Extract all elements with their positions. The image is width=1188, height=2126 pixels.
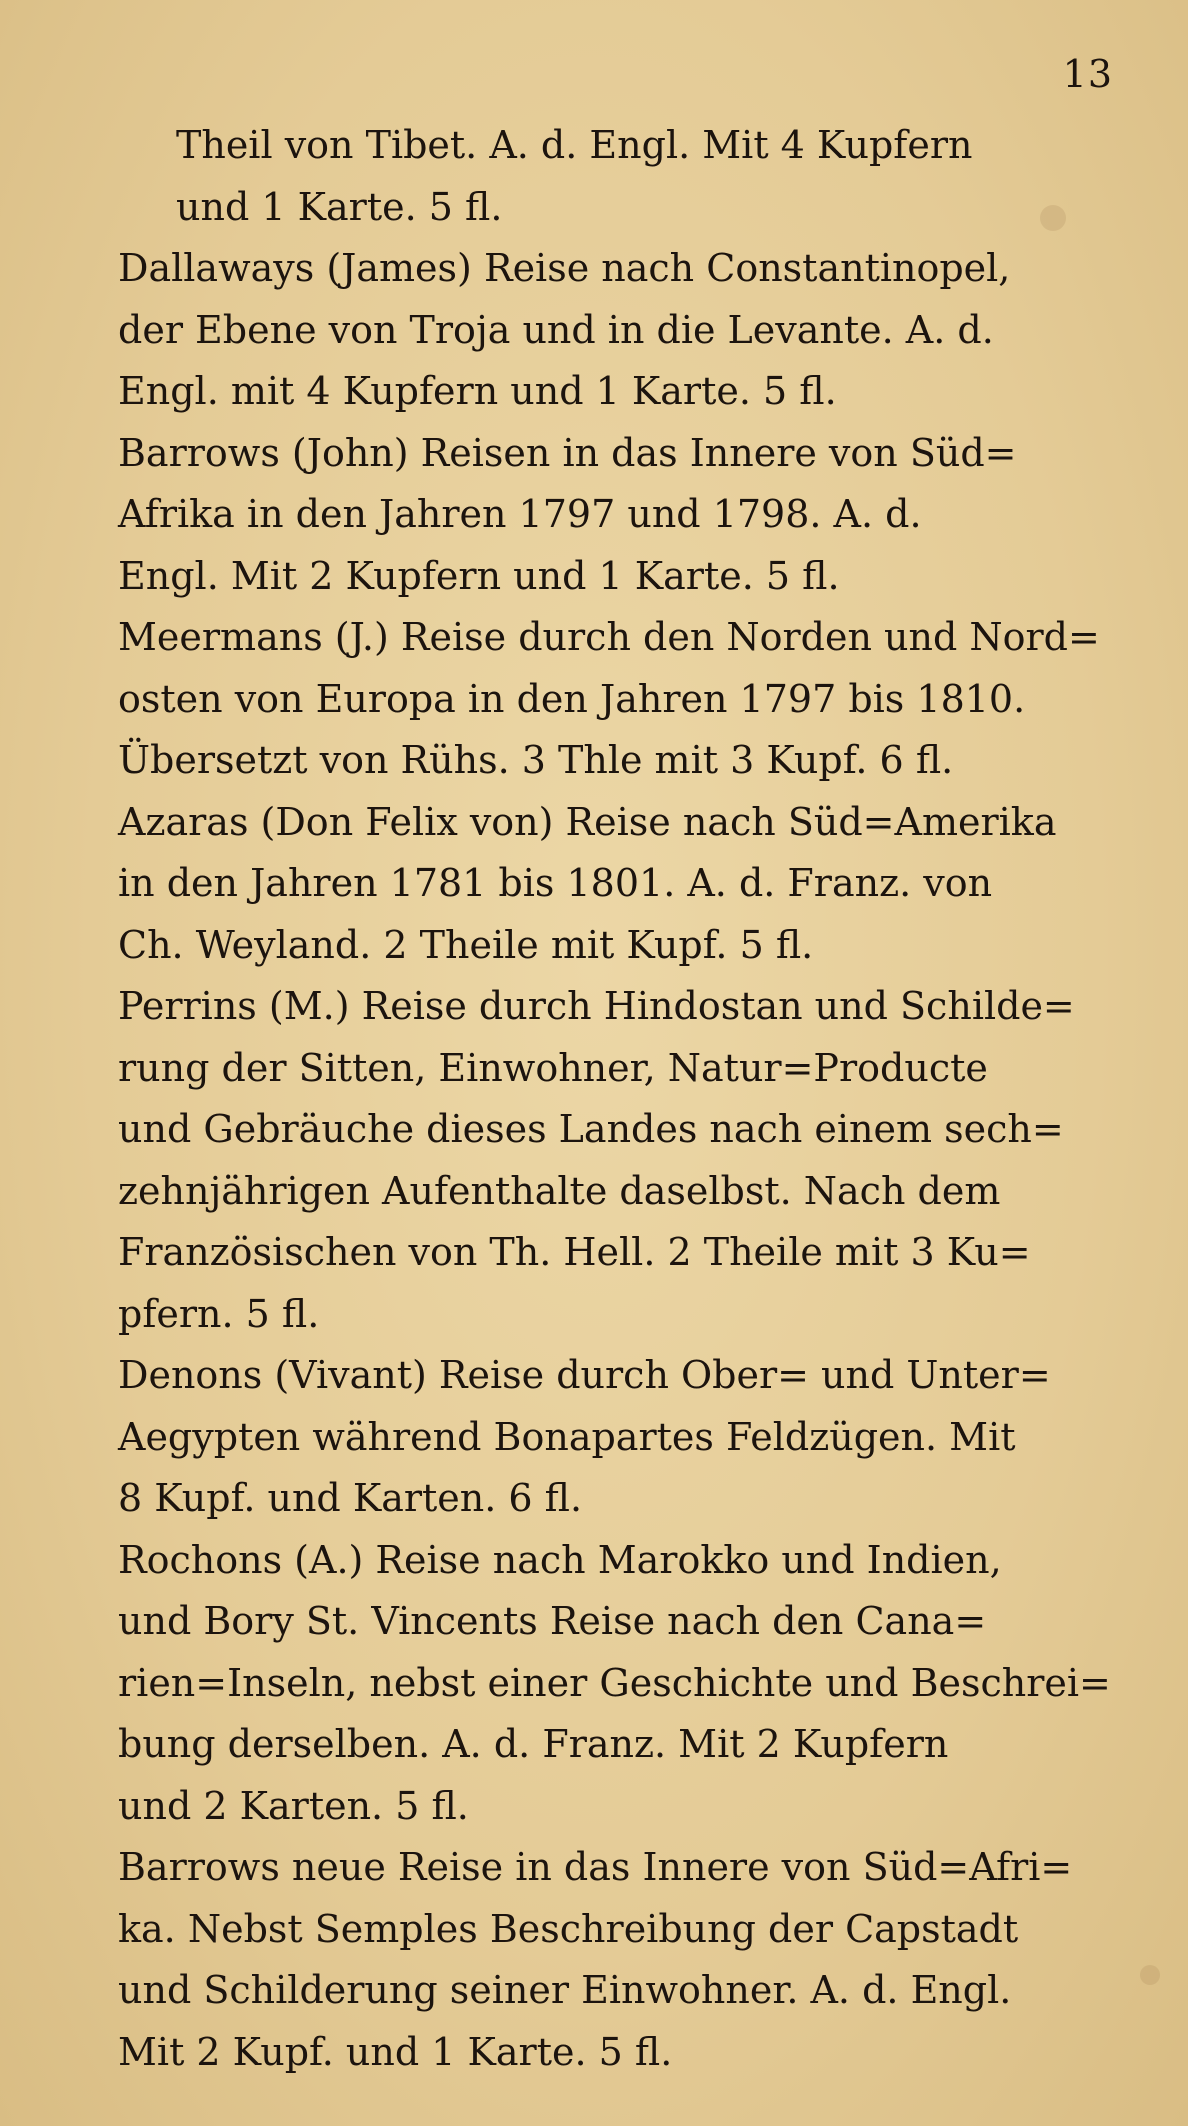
entry-line: Barrows (John) Reisen in das Innere von Süd= [118,430,1017,475]
entry-line: rung der Sitten, Einwohner, Natur=Producte [118,1045,988,1090]
catalog-entries [118,115,1158,2083]
entry-line: Aegypten während Bonapartes Feldzügen. Mit [118,1414,1016,1459]
entry-line: in den Jahren 1781 bis 1801. A. d. Franz. von [118,861,993,905]
entry-line: und 2 Karten. 5 fl. [118,1783,469,1828]
page-number: 13 [1062,52,1113,96]
entry-line: ka. Nebst Semples Beschreibung der Capstadt [118,1906,1019,1951]
catalog-entry [118,423,1158,608]
entry-line: bung derselben. A. d. Franz. Mit 2 Kupfern [118,1722,949,1766]
catalog-entry [118,1530,1158,1838]
entry-line: osten von Europa in den Jahren 1797 bis 1810. [118,676,1026,721]
catalog-entry [118,115,1158,238]
entry-line: Französischen von Th. Hell. 2 Theile mit 3 Ku= [118,1230,1031,1274]
entry-line: rien=Inseln, nebst einer Geschichte und Beschrei= [118,1660,1111,1705]
entry-line: und Gebräuche dieses Landes nach einem sech= [118,1107,1064,1151]
catalog-entry [118,607,1158,792]
entry-line: und 1 Karte. 5 fl. [176,184,503,229]
catalog-entry [118,238,1158,423]
catalog-entry [118,792,1158,977]
entry-line: Meermans (J.) Reise durch den Norden und Nord= [118,615,1100,659]
entry-line: Übersetzt von Rühs. 3 Thle mit 3 Kupf. 6 fl. [118,738,954,782]
entry-line: Theil von Tibet. A. d. Engl. Mit 4 Kupfern [176,123,973,167]
entry-line: und Schilderung seiner Einwohner. A. d. Engl. [118,1968,1012,2012]
entry-line: Mit 2 Kupf. und 1 Karte. 5 fl. [118,2029,673,2074]
entry-line: Engl. mit 4 Kupfern und 1 Karte. 5 fl. [118,369,837,413]
entry-line: und Bory St. Vincents Reise nach den Cana= [118,1599,987,1643]
catalog-entry [118,1837,1158,2083]
entry-line: 8 Kupf. und Karten. 6 fl. [118,1476,583,1520]
catalog-entry [118,1345,1158,1530]
entry-line: Azaras (Don Felix von) Reise nach Süd=Amerika [118,799,1057,844]
entry-line: Denons (Vivant) Reise durch Ober= und Unter= [118,1353,1051,1397]
entry-line: Engl. Mit 2 Kupfern und 1 Karte. 5 fl. [118,553,840,598]
entry-line: Ch. Weyland. 2 Theile mit Kupf. 5 fl. [118,922,814,967]
entry-line: der Ebene von Troja und in die Levante. A. d. [118,307,994,352]
entry-line: Perrins (M.) Reise durch Hindostan und Schilde= [118,984,1075,1028]
entry-line: Rochons (A.) Reise nach Marokko und Indien, [118,1537,1002,1582]
entry-line: zehnjährigen Aufenthalte daselbst. Nach dem [118,1168,1001,1213]
entry-line: Barrows neue Reise in das Innere von Süd=Afri= [118,1845,1073,1889]
entry-line: Afrika in den Jahren 1797 und 1798. A. d. [118,492,922,536]
entry-line: Dallaways (James) Reise nach Constantinopel, [118,246,1011,290]
entry-line: pfern. 5 fl. [118,1291,320,1336]
catalog-entry [118,976,1158,1345]
